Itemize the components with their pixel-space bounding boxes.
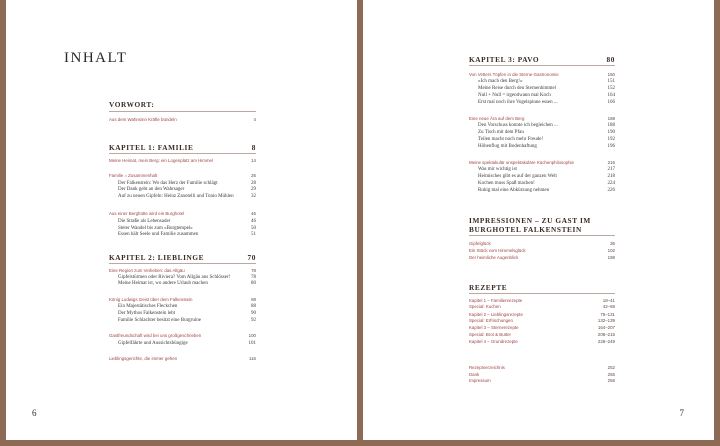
- toc-subentry: [469, 174, 615, 179]
- toc-entry-text: Eine Region zum Verlieben: das Allgäu: [109, 268, 185, 273]
- toc-section-entry: [469, 318, 615, 323]
- toc-subentry: [469, 137, 615, 142]
- toc-subentry: [109, 341, 256, 346]
- chapter-heading: [469, 283, 615, 292]
- toc-section-entry: [469, 298, 615, 303]
- toc-page-number: 218: [607, 174, 615, 179]
- toc-section-entry: [469, 372, 615, 377]
- toc-entry-text: König Ludwigs Geist über dem Falkenstein: [109, 297, 193, 302]
- toc-subentry: [109, 232, 256, 237]
- toc-section-entry: [469, 378, 615, 383]
- toc-entry-text: Von Vetters Töpfen in die Sterne-Gastronomie: [469, 72, 559, 77]
- toc-entry-text: Was mir wichtig ist: [478, 167, 517, 172]
- toc-page-number: 26: [251, 173, 256, 178]
- toc-entry-text: Familie Schlachter besitzt eine Burgruine: [118, 318, 201, 323]
- toc-entry-text: Ruhig mal eine Abkürzung nehmen: [478, 188, 550, 193]
- toc-page-number: 88: [251, 297, 256, 302]
- toc-page-number: 101: [248, 341, 256, 346]
- toc-entry-text: Special: Erfrischungen: [469, 318, 513, 323]
- toc-page-number: 152: [607, 86, 615, 91]
- toc-subentry: [109, 194, 256, 199]
- section-divider: [109, 153, 256, 154]
- toc-page-number: 36: [610, 241, 615, 246]
- toc-entry-text: Kapitel 4 – Grundrezepte: [469, 339, 518, 344]
- toc-entry-text: Kapitel 3 – Sternerezepte: [469, 325, 519, 330]
- toc-page-number: 217: [607, 167, 615, 172]
- chapter-heading: [469, 55, 615, 64]
- toc-section-entry: [109, 211, 256, 216]
- chapter-heading: [109, 253, 256, 262]
- toc-subentry: [109, 311, 256, 316]
- toc-page-number: 228–249: [597, 339, 615, 344]
- toc-entry-text: Impressum: [469, 378, 491, 383]
- toc-section-entry: [109, 117, 256, 122]
- toc-subentry: [109, 318, 256, 323]
- toc-subentry: [109, 187, 256, 192]
- toc-entry-text: Dank: [469, 372, 480, 377]
- toc-entry-text: Gastfreundschaft wird bei uns großgeschrieben: [109, 333, 202, 338]
- toc-entry-text: Gipfelglück: [469, 241, 491, 246]
- toc-subentry: [469, 188, 615, 193]
- toc-page-number: 46: [251, 219, 256, 224]
- section-divider: [109, 263, 256, 264]
- toc-page-number: 166: [607, 100, 615, 105]
- toc-page-number: 78: [251, 275, 256, 280]
- toc-page-number: 18–41: [602, 298, 615, 303]
- section-divider: [469, 65, 615, 66]
- toc-page-number: 32: [251, 194, 256, 199]
- toc-subentry: [469, 86, 615, 91]
- chapter-heading: [109, 143, 256, 152]
- toc-entry-text: Der Mythos Falkenstein lebt: [118, 311, 176, 316]
- toc-entry-text: Gipfelfährte und Aussichtsbüngige: [118, 341, 188, 346]
- toc-entry-text: VORWORT:: [109, 100, 155, 109]
- toc-entry-text: Special: Brot & Butter: [469, 332, 511, 337]
- toc-page-number: 100: [248, 333, 256, 338]
- page-number-right: 7: [679, 408, 684, 418]
- toc-page-number: 88: [251, 304, 256, 309]
- page-number-left: 6: [32, 408, 37, 418]
- toc-page-number: 151: [607, 79, 615, 84]
- toc-subentry: [469, 144, 615, 149]
- toc-entry-text: KAPITEL 1: FAMILIE: [109, 143, 194, 152]
- toc-section-entry: [109, 297, 256, 302]
- toc-page-number: 208–215: [597, 332, 615, 337]
- toc-section-entry: [469, 116, 615, 121]
- chapter-heading: [109, 100, 256, 109]
- toc-page-number: 80: [251, 281, 256, 286]
- section-divider: [469, 235, 615, 236]
- toc-subentry: [109, 275, 256, 280]
- chapter-heading: [469, 216, 594, 234]
- toc-page-number: 188: [607, 116, 615, 121]
- toc-page-number: 226: [607, 188, 615, 193]
- toc-entry-text: Heimisches gibt es auf der ganzen Welt: [478, 174, 557, 179]
- toc-entry-text: Eine neue Ära auf dem Berg: [469, 116, 525, 121]
- toc-subentry: [469, 167, 615, 172]
- toc-entry-text: Ein Stück vom Himmelsglück: [469, 248, 526, 253]
- toc-page-number: 28: [251, 181, 256, 186]
- section-divider: [469, 293, 615, 294]
- toc-page-number: 190: [607, 130, 615, 135]
- toc-subentry: [109, 219, 256, 224]
- toc-entry-text: Meine Heimat ist, wo andere Urlaub machen: [118, 281, 208, 286]
- right-page: [363, 0, 714, 440]
- toc-page-number: 164: [607, 93, 615, 98]
- toc-page-number: 192: [607, 137, 615, 142]
- toc-subentry: [469, 93, 615, 98]
- toc-page-number: 80: [606, 55, 615, 64]
- toc-subentry: [469, 123, 615, 128]
- toc-entry-text: Der Falkenstein: Wo das Herz der Familie schlägt: [118, 181, 218, 186]
- toc-entry-text: Der heimliche Augenblick: [469, 255, 519, 260]
- toc-section-entry: [469, 72, 615, 77]
- toc-section-entry: [469, 365, 615, 370]
- page-title: INHALT: [64, 50, 128, 66]
- toc-page-number: 50: [251, 226, 256, 231]
- toc-section-entry: [469, 255, 615, 260]
- toc-page-number: 14: [251, 158, 256, 163]
- toc-entry-text: Teilen macht noch mehr Freude!: [478, 137, 544, 142]
- toc-section-entry: [109, 268, 256, 273]
- toc-entry-text: IMPRESSIONEN – ZU GAST IM BURGHOTEL FALKENSTEIN: [469, 216, 591, 234]
- toc-page-number: 150: [607, 72, 615, 77]
- toc-section-entry: [109, 158, 256, 163]
- toc-entry-text: Erst mal noch ihre Vogelspinne essen ...: [478, 100, 558, 105]
- toc-page-number: 78: [251, 268, 256, 273]
- toc-page-number: 102: [607, 248, 615, 253]
- toc-page-number: 198: [607, 255, 615, 260]
- toc-subentry: [469, 79, 615, 84]
- toc-section-entry: [469, 160, 615, 165]
- section-divider: [109, 111, 256, 112]
- toc-entry-text: REZEPTE: [469, 283, 508, 292]
- toc-page-number: 70: [247, 253, 256, 262]
- toc-entry-text: Aus einer Berghütte wird ein Burghotel: [109, 211, 185, 216]
- toc-entry-text: Gipfelstürmen oder Riviera? Vom Allgäu ans Schlösser!: [118, 275, 231, 280]
- toc-page-number: 51: [251, 232, 256, 237]
- toc-entry-text: Höhenflug mit Bodenhaftung: [478, 144, 537, 149]
- toc-page-number: 116: [249, 356, 256, 361]
- toc-subentry: [469, 130, 615, 135]
- toc-page-number: 90: [251, 311, 256, 316]
- toc-page-number: 92: [251, 318, 256, 323]
- toc-section-entry: [109, 173, 256, 178]
- toc-entry-text: Den Vorschuss konnte ich begleichen ...: [478, 123, 558, 128]
- toc-entry-text: Auf zu neuen Gipfeln: Heinz Zanotelli und Tonio Mühlen: [118, 194, 234, 199]
- toc-entry-text: Essen hält Seele und Familie zusammen: [118, 232, 199, 237]
- left-page: [6, 0, 357, 440]
- toc-section-entry: [109, 356, 256, 361]
- toc-subentry: [109, 281, 256, 286]
- toc-entry-text: Aus dem Wahnsinn Kräfte bündeln: [109, 117, 177, 122]
- toc-section-entry: [469, 312, 615, 317]
- toc-page-number: 75–131: [600, 312, 615, 317]
- toc-subentry: [109, 304, 256, 309]
- toc-entry-text: Familie = Zusammenhalt: [109, 173, 158, 178]
- toc-entry-text: »Ich mach den Berg!«: [478, 79, 523, 84]
- toc-subentry: [109, 226, 256, 231]
- toc-section-entry: [469, 241, 615, 246]
- toc-entry-text: Special: Kuchen: [469, 304, 501, 309]
- toc-page-number: 8: [251, 143, 256, 152]
- toc-page-number: 255: [607, 372, 615, 377]
- toc-entry-text: Meine Heimat, mein Berg: ein Logenplatz am Himmel: [109, 158, 213, 163]
- toc-entry-text: Lieblingsgerichte, die immer gehen: [109, 356, 178, 361]
- toc-page-number: 224: [607, 181, 615, 186]
- toc-page-number: 188: [607, 123, 615, 128]
- toc-entry-text: Kochen muss Spaß machen!: [478, 181, 535, 186]
- toc-page-number: 216: [607, 160, 615, 165]
- toc-entry-text: Rezeptverzeichnis: [469, 365, 505, 370]
- toc-page-number: 42–69: [602, 304, 615, 309]
- toc-entry-text: Kapitel 2 – Lieblingsrezepte: [469, 312, 523, 317]
- toc-entry-text: Null + Null = irgendwann mal Koch: [478, 93, 551, 98]
- toc-entry-text: Der Dank geht an den Wahrsager: [118, 187, 185, 192]
- toc-section-entry: [469, 332, 615, 337]
- toc-entry-text: Ein Majestätisches Fleckchen: [118, 304, 178, 309]
- toc-entry-text: Meine Reise durch den Sternenhimmel: [478, 86, 557, 91]
- toc-page-number: 164–207: [597, 325, 615, 330]
- toc-page-number: 196: [607, 144, 615, 149]
- toc-entry-text: Die Straße als Lebensader: [118, 219, 171, 224]
- toc-page-number: 4: [253, 117, 256, 122]
- toc-section-entry: [469, 304, 615, 309]
- toc-section-entry: [469, 339, 615, 344]
- toc-page-number: 252: [607, 365, 615, 370]
- toc-subentry: [469, 181, 615, 186]
- toc-page-number: 46: [251, 211, 256, 216]
- toc-entry-text: Steter Wandel bis zum »Burgtempel«: [118, 226, 193, 231]
- toc-page-number: 256: [607, 378, 615, 383]
- toc-entry-text: KAPITEL 2: LIEBLINGE: [109, 253, 205, 262]
- toc-page-number: 29: [251, 187, 256, 192]
- toc-section-entry: [469, 325, 615, 330]
- toc-entry-text: KAPITEL 3: PAVO: [469, 55, 540, 64]
- toc-entry-text: Kapitel 1 – Familienrezepte: [469, 298, 523, 303]
- toc-section-entry: [469, 248, 615, 253]
- toc-entry-text: Zu Tisch mit dem Pfau: [478, 130, 524, 135]
- toc-subentry: [109, 181, 256, 186]
- toc-section-entry: [109, 333, 256, 338]
- toc-page-number: 132–139: [597, 318, 615, 323]
- toc-subentry: [469, 100, 615, 105]
- toc-entry-text: Meine spektakulär unspektakuläre Küchenphilosophie: [469, 160, 574, 165]
